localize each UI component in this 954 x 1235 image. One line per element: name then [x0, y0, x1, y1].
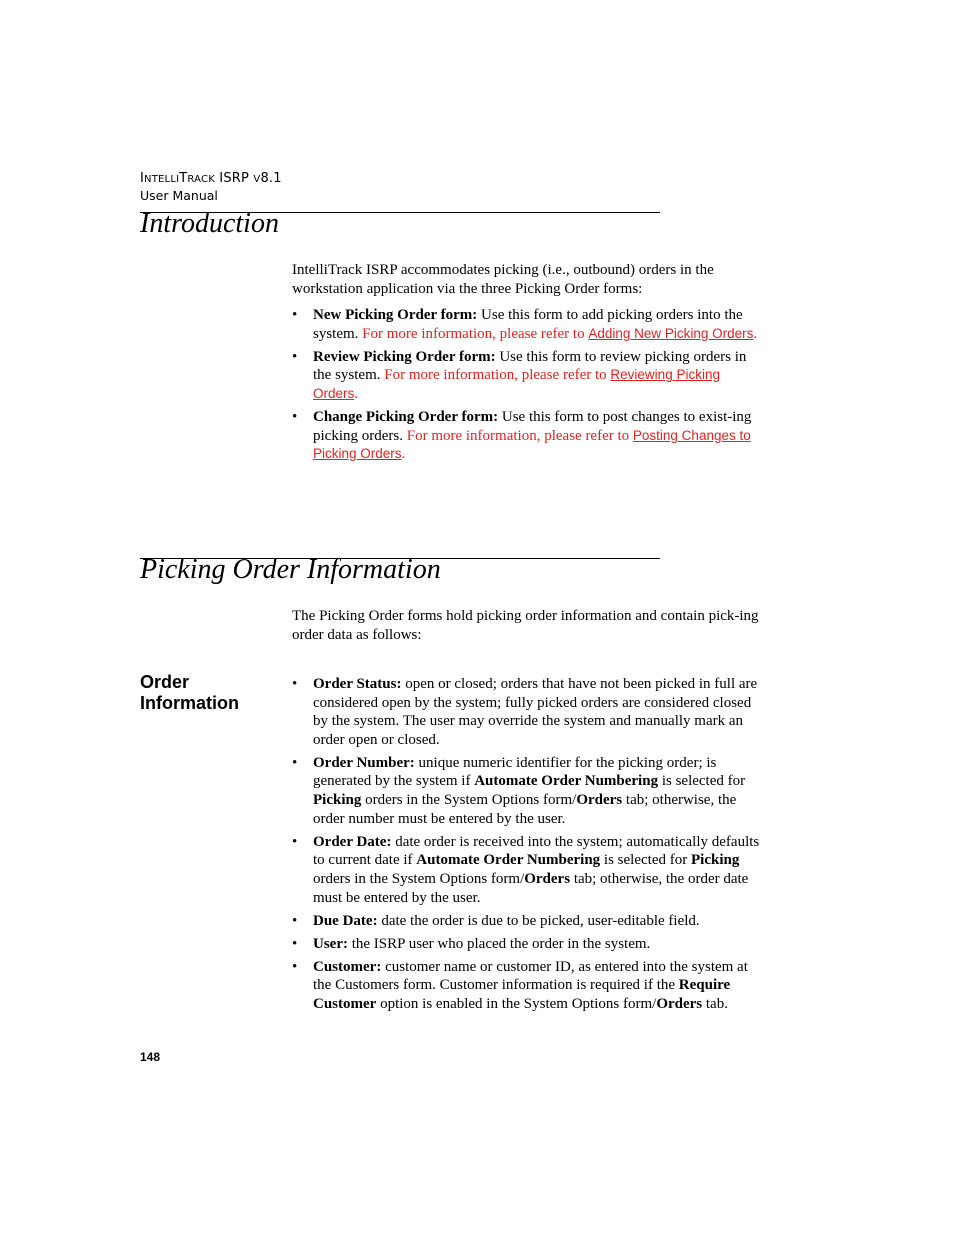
field-name: Order Status: [313, 676, 402, 692]
intro-list-item [292, 408, 762, 464]
reference-period: . [753, 325, 758, 342]
intro-title: Introduction [140, 208, 279, 239]
bullet: • [292, 408, 298, 425]
page-number: 148 [140, 1050, 161, 1064]
intro-list-item [292, 348, 762, 404]
field-name: Order Date: [313, 833, 392, 850]
field-name: User: [313, 935, 348, 952]
order-field-item [292, 754, 762, 828]
picking-title: Picking Order Information [140, 554, 441, 585]
form-description: Use this form to review picking orders in the system. [313, 348, 747, 384]
field-description: tab. [702, 996, 728, 1012]
bullet: • [292, 754, 298, 771]
reference-text: For more information, please refer to [406, 427, 633, 444]
bullet: • [292, 958, 298, 975]
product-smallcaps-2: RACK [187, 174, 215, 185]
bullet: • [292, 348, 298, 365]
order-field-item [292, 675, 762, 749]
field-description: tab; otherwise, the order number must be entered by the user. [313, 792, 737, 827]
field-description: date order is received into the system; automatically defaults to current date if [313, 833, 760, 869]
bold-term: Orders [524, 870, 571, 887]
bold-term: Picking [313, 792, 362, 809]
bullet: • [292, 912, 298, 929]
order-field-item [292, 912, 762, 931]
bullet: • [292, 833, 298, 850]
form-description: Use this form to add picking orders into the system. [313, 307, 743, 342]
product-initial-t: T [179, 171, 188, 186]
product-isrp: ISRP [214, 171, 254, 186]
form-description: Use this form to post changes to exist-ing picking orders. [313, 408, 752, 444]
product-initial-i: I [140, 171, 145, 186]
bold-term: Orders [576, 792, 623, 809]
form-name: New Picking Order form: [313, 307, 478, 323]
bold-term: Automate Order Numbering [474, 773, 659, 790]
field-description: unique numeric identifier for the picking order; is generated by the system if [313, 754, 717, 790]
field-name: Order Number: [313, 754, 415, 771]
running-header-product [140, 170, 282, 188]
field-description: orders in the System Options form/ [361, 792, 577, 809]
field-description: date the order is due to be picked, user-editable field. [377, 912, 700, 929]
field-description: open or closed; orders that have not been picked in full are considered open by the system; fully picked orders are considered closed by the system. The user may override the system and manually mark an order open or closed. [313, 676, 758, 748]
bold-term: Automate Order Numbering [416, 852, 601, 869]
order-information-heading: Order Information [140, 672, 239, 713]
bullet: • [292, 676, 298, 692]
cross-reference-link[interactable]: Adding New Picking Orders [588, 325, 754, 341]
intro-list [292, 306, 762, 468]
reference-text: For more information, please refer to [362, 325, 589, 342]
order-information-list [292, 675, 762, 1018]
field-description: orders in the System Options form/ [313, 870, 525, 887]
order-field-item [292, 958, 762, 1014]
product-version: 8.1 [260, 171, 282, 186]
intro-paragraph: IntelliTrack ISRP accommodates picking (i.e., outbound) orders in the workstation application via the three Picking Order forms: [292, 262, 714, 297]
bold-term: Picking [690, 852, 740, 869]
bold-term: Require Customer [313, 977, 731, 1012]
cross-reference-link[interactable]: Posting Changes to Picking Orders [313, 427, 751, 462]
form-name: Change Picking Order form: [313, 408, 499, 425]
reference-text: For more information, please refer to [384, 367, 611, 384]
field-description: customer name or customer ID, as entered into the system at the Customers form. Customer information is required if the [313, 958, 748, 994]
bold-term: Orders [656, 996, 703, 1012]
reference-period: . [354, 385, 359, 402]
field-name: Due Date: [313, 912, 378, 929]
field-description: is selected for [658, 773, 746, 790]
picking-paragraph: The Picking Order forms hold picking order information and contain pick-ing order data as follows: [292, 608, 759, 643]
product-smallcaps-v: V [253, 174, 261, 185]
bullet: • [292, 307, 298, 323]
running-header-manual: User Manual [140, 188, 218, 203]
reference-period: . [401, 446, 406, 463]
field-description: is selected for [600, 852, 691, 869]
intro-list-item [292, 306, 762, 343]
order-field-item [292, 833, 762, 907]
field-description: option is enabled in the System Options form/ [376, 996, 657, 1012]
product-smallcaps-1: NTELLI [144, 174, 180, 185]
field-description: the ISRP user who placed the order in the system. [347, 935, 651, 952]
field-description: tab; otherwise, the order date must be entered by the user. [313, 870, 749, 906]
cross-reference-link[interactable]: Reviewing Picking Orders [313, 367, 720, 401]
form-name: Review Picking Order form: [313, 348, 496, 365]
field-name: Customer: [313, 958, 382, 975]
bullet: • [292, 935, 298, 952]
order-field-item [292, 935, 762, 954]
